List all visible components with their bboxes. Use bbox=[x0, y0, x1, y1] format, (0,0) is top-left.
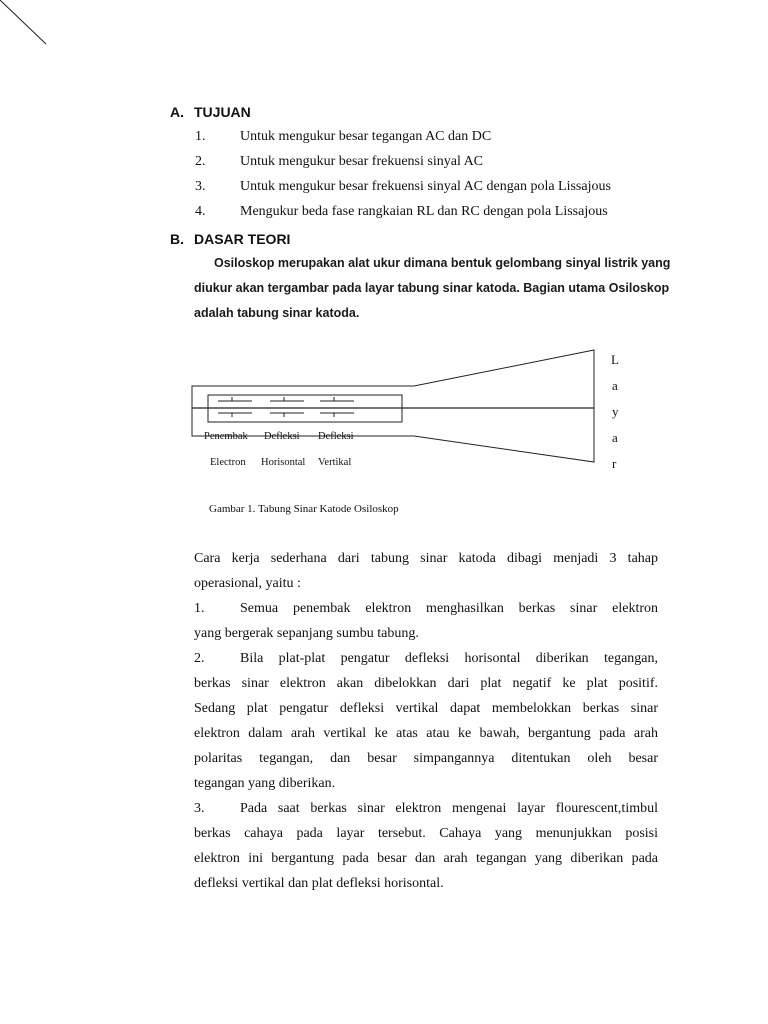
tujuan-item-num: 2. bbox=[195, 154, 206, 169]
tujuan-item-text: Untuk mengukur besar frekuensi sinyal AC bbox=[240, 154, 484, 169]
label-penembak: Penembak bbox=[204, 431, 248, 442]
intro-line: diukur akan tergambar pada layar tabung sinar katoda. Bagian utama Osiloskop bbox=[194, 281, 670, 295]
figure-caption: Gambar 1. Tabung Sinar Katode Osiloskop bbox=[209, 503, 399, 515]
step-line: yang bergerak sepanjang sumbu tabung. bbox=[194, 626, 419, 641]
tujuan-item-text: Untuk mengukur besar tegangan AC dan DC bbox=[240, 129, 492, 144]
tujuan-item-num: 3. bbox=[195, 179, 206, 194]
step-line: elektron ini bergantung pada besar dan arah tegangan yang diberikan pada bbox=[194, 851, 658, 866]
horizontal-deflection-plates bbox=[270, 397, 304, 417]
step-line: berkas cahaya pada layar tersebut. Cahaya yang menunjukkan posisi bbox=[194, 826, 658, 841]
intro-line: Osiloskop merupakan alat ukur dimana bentuk gelombang sinyal listrik yang bbox=[214, 256, 671, 270]
label-electron: Electron bbox=[210, 457, 246, 468]
tujuan-item-num: 4. bbox=[195, 204, 206, 219]
step-line: defleksi vertikal dan plat defleksi horisontal. bbox=[194, 876, 444, 891]
label-vertikal: Vertikal bbox=[318, 457, 352, 468]
step-line: Sedang plat pengatur defleksi vertikal dapat membelokkan berkas sinar bbox=[194, 701, 658, 716]
tujuan-item-text: Untuk mengukur besar frekuensi sinyal AC dengan pola Lissajous bbox=[240, 179, 611, 194]
step-line: elektron dalam arah vertikal ke atas atau ke bawah, bergantung pada arah bbox=[194, 726, 658, 741]
step-first-line bbox=[194, 596, 658, 621]
section-b-title: DASAR TEORI bbox=[194, 231, 291, 247]
body-intro-line: Cara kerja sederhana dari tabung sinar katoda dibagi menjadi 3 tahap bbox=[194, 551, 658, 566]
step-text: Semua penembak elektron menghasilkan berkas sinar elektron bbox=[240, 601, 658, 616]
step-first-line bbox=[194, 796, 658, 821]
step-line: tegangan yang diberikan. bbox=[194, 776, 336, 791]
tujuan-item-num: 1. bbox=[195, 129, 206, 144]
layar-letter: r bbox=[612, 456, 617, 471]
step-first-line bbox=[194, 646, 658, 671]
step-num: 2. bbox=[194, 651, 205, 666]
section-b-marker: B. bbox=[170, 231, 184, 247]
label-defleksi-vertikal: Defleksi bbox=[318, 431, 354, 442]
section-a-marker: A. bbox=[170, 104, 184, 120]
crt-tube-drawing bbox=[180, 340, 620, 480]
step-num: 1. bbox=[194, 601, 205, 616]
step-text: Pada saat berkas sinar elektron mengenai layar flourescent,timbul bbox=[240, 801, 658, 816]
step-num: 3. bbox=[194, 801, 205, 816]
body-text bbox=[194, 546, 658, 896]
page-corner-line bbox=[0, 0, 50, 50]
intro-line: adalah tabung sinar katoda. bbox=[194, 306, 360, 320]
layar-letter: y bbox=[612, 404, 619, 419]
label-horisontal: Horisontal bbox=[261, 457, 306, 468]
step-line: polaritas tegangan, dan besar simpangannya ditentukan oleh besar bbox=[194, 751, 658, 766]
layar-letter: a bbox=[612, 378, 618, 393]
step-line: berkas sinar elektron akan dibelokkan dari plat negatif ke plat positif. bbox=[194, 676, 658, 691]
tube-outline bbox=[192, 350, 594, 462]
layar-letter: L bbox=[611, 352, 619, 367]
vertical-deflection-plates bbox=[320, 397, 354, 417]
step-text: Bila plat-plat pengatur defleksi horisontal diberikan tegangan, bbox=[240, 651, 658, 666]
tujuan-item-text: Mengukur beda fase rangkaian RL dan RC dengan pola Lissajous bbox=[240, 204, 608, 219]
label-defleksi-horisontal: Defleksi bbox=[264, 431, 300, 442]
gun-plates bbox=[218, 397, 252, 417]
section-a-title: TUJUAN bbox=[194, 104, 251, 120]
body-intro-line: operasional, yaitu : bbox=[194, 576, 301, 591]
layar-letter: a bbox=[612, 430, 618, 445]
